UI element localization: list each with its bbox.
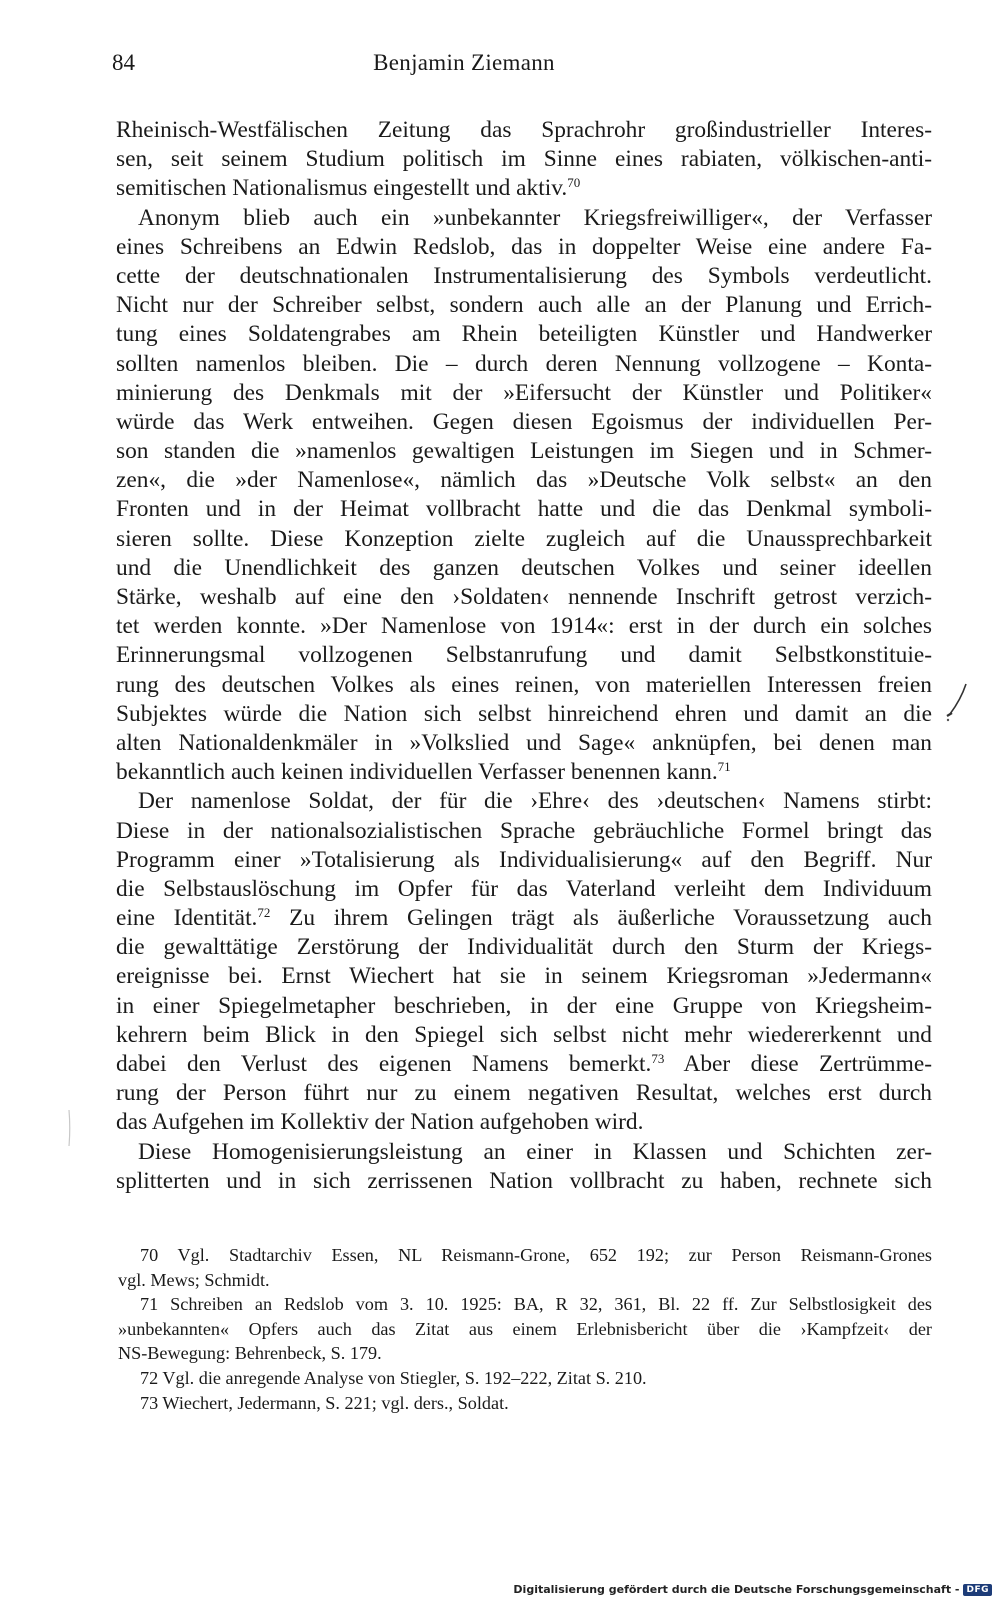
text-line-content: semitischen Nationalismus eingestellt und aktiv. — [116, 175, 568, 202]
text-line-content: die gewalttätige Zerstörung der Individualität durch den Sturm der Kriegs- — [116, 934, 932, 961]
text-line-content: eines Schreibens an Edwin Redslob, das in doppelter Weise eine andere Fa- — [116, 233, 932, 260]
text-line-content: son standen die »namenlos gewaltigen Leistungen im Siegen und in Schmer- — [116, 438, 932, 465]
text-line — [116, 1138, 932, 1167]
footnote-line: 70 Vgl. Stadtarchiv Essen, NL Reismann-Grone, 652 192; zur Person Reismann-Grones — [140, 1245, 932, 1265]
text-line-content: Diese Homogenisierungsleistung an einer in Klassen und Schichten zer- — [138, 1138, 932, 1165]
text-line — [116, 408, 932, 437]
text-line-content: würde das Werk entweihen. Gegen diesen Egoismus der individuellen Per- — [116, 408, 932, 435]
dfg-logo: DFG — [963, 1584, 992, 1596]
footnote-reference[interactable]: 73 — [651, 1051, 665, 1066]
text-line-content: kehrern beim Blick in den Spiegel sich selbst nicht mehr wiedererkennt und — [116, 1021, 932, 1048]
text-line-tail: Aber diese Zertrümme- — [664, 1051, 932, 1077]
text-line-content: rung des deutschen Volkes als eines reinen, von materiellen Interessen freien — [116, 671, 932, 698]
text-line-content: Nicht nur der Schreiber selbst, sondern auch alle an der Planung und Errich- — [116, 292, 932, 319]
body-text — [116, 116, 932, 1196]
footnote-line: vgl. Mews; Schmidt. — [118, 1269, 270, 1290]
text-line-content: Diese in der nationalsozialistischen Sprache gebräuchliche Formel bringt das — [116, 817, 932, 844]
text-line — [116, 233, 932, 262]
text-line — [116, 875, 932, 904]
footnote-reference[interactable]: 72 — [257, 905, 271, 921]
text-line-content: alten Nationaldenkmäler in »Volkslied und Sage« anknüpfen, bei denen man — [116, 729, 932, 756]
text-line — [116, 846, 932, 875]
text-line-content: sen, seit seinem Studium politisch im Sinne eines rabiaten, völkischen-anti- — [116, 146, 932, 173]
text-line-content: dabei den Verlust des eigenen Namens bemerkt. — [116, 1051, 652, 1077]
text-line-content: Programm einer »Totalisierung als Individualisierung« auf den Begriff. Nur — [116, 846, 932, 873]
text-line-content: Erinnerungsmal vollzogenen Selbstanrufung und damit Selbstkonstituie- — [116, 642, 932, 669]
page-header — [112, 50, 932, 82]
faint-margin-mark-icon — [66, 1108, 72, 1148]
text-line-content: Fronten und in der Heimat vollbracht hatte und die das Denkmal symboli- — [116, 496, 932, 523]
text-line-content: Subjektes würde die Nation sich selbst hinreichend ehren und damit an die — [116, 700, 932, 727]
text-line — [116, 817, 932, 846]
text-line — [116, 554, 932, 583]
text-line — [116, 1167, 932, 1196]
text-line — [116, 262, 932, 291]
text-line — [116, 904, 932, 933]
credit-text: Digitalisierung gefördert durch die Deutsche Forschungsgemeinschaft - — [513, 1583, 960, 1596]
text-line — [116, 1108, 932, 1137]
footnote-line: NS-Bewegung: Behrenbeck, S. 179. — [118, 1343, 382, 1364]
text-line-content: Anonym blieb auch ein »unbekannter Kriegsfreiwilliger«, der Verfasser — [138, 204, 932, 231]
text-line — [116, 379, 932, 408]
text-line-content: rung der Person führt nur zu einem negativen Resultat, welches erst durch — [116, 1080, 932, 1107]
text-line-content: tung eines Soldatengrabes am Rhein beteiligten Künstler und Handwerker — [116, 321, 932, 348]
text-line-content: Rheinisch-Westfälischen Zeitung das Sprachrohr großindustrieller Interes- — [116, 117, 932, 143]
text-line — [116, 204, 932, 233]
text-line — [116, 1050, 932, 1079]
digitization-credit — [513, 1583, 992, 1596]
text-line-content: tet werden konnte. »Der Namenlose von 1914«: erst in der durch ein solches — [116, 613, 932, 640]
text-line — [116, 320, 932, 349]
text-line — [116, 612, 932, 641]
running-head: Benjamin Ziemann — [373, 50, 555, 75]
text-line — [116, 729, 932, 758]
footnote-line: 71 Schreiben an Redslob vom 3. 10. 1925: BA, R 32, 361, Bl. 22 ff. Zur Selbstlosigkeit des — [140, 1294, 932, 1315]
page-number: 84 — [112, 50, 135, 75]
text-line — [116, 291, 932, 320]
text-line — [116, 1021, 932, 1050]
text-line-content: und die Unendlichkeit des ganzen deutschen Volkes und seiner ideellen — [116, 554, 932, 581]
footnote-reference[interactable]: 71 — [717, 759, 731, 775]
text-line-content: sieren sollte. Diese Konzeption zielte zugleich auf die Unaussprechbarkeit — [116, 525, 932, 552]
footnote-line: »unbekannten« Opfers auch das Zitat aus einem Erlebnisbericht über die ›Kampfzeit‹ der — [118, 1318, 932, 1339]
text-line-content: cette der deutschnationalen Instrumentalisierung des Symbols verdeutlicht. — [116, 262, 932, 289]
text-line-tail: Zu ihrem Gelingen trägt als äußerliche Voraussetzung auch — [270, 905, 932, 932]
text-line-content: das Aufgehen im Kollektiv der Nation aufgehoben wird. — [116, 1109, 644, 1136]
text-line — [116, 437, 932, 466]
text-line — [116, 174, 932, 203]
text-line-content: splitterten und in sich zerrissenen Nation vollbracht zu haben, rechnete sich — [116, 1167, 932, 1194]
footnote-line: 72 Vgl. die anregende Analyse von Stiegler, S. 192–222, Zitat S. 210. — [140, 1367, 647, 1388]
text-line-content: bekanntlich auch keinen individuellen Verfasser benennen kann. — [116, 759, 718, 786]
footnote-line: 73 Wiechert, Jedermann, S. 221; vgl. ders., Soldat. — [140, 1392, 509, 1413]
footnote-reference[interactable]: 70 — [567, 175, 581, 191]
text-line-content: Stärke, weshalb auf eine den ›Soldaten‹ nennende Inschrift getrost verzich- — [116, 584, 932, 610]
pencil-margin-mark-icon — [944, 682, 970, 722]
text-line-content: eine Identität. — [116, 905, 258, 932]
text-line — [116, 350, 932, 379]
footnotes — [118, 1243, 932, 1415]
text-line-content: sollten namenlos bleiben. Die – durch deren Nennung vollzogene – Konta- — [116, 350, 932, 377]
text-line — [116, 933, 932, 962]
text-line — [116, 145, 932, 174]
text-line-content: ereignisse bei. Ernst Wiechert hat sie in seinem Kriegsroman »Jedermann« — [116, 963, 932, 990]
text-line — [116, 1079, 932, 1108]
text-line-content: Der namenlose Soldat, der für die ›Ehre‹ des ›deutschen‹ Namens stirbt: — [138, 788, 932, 815]
text-line — [116, 525, 932, 554]
text-line — [116, 962, 932, 991]
text-line — [116, 700, 932, 729]
text-line — [116, 583, 932, 612]
text-line — [116, 466, 932, 495]
text-line-content: die Selbstauslöschung im Opfer für das Vaterland verleiht dem Individuum — [116, 875, 932, 902]
text-line — [116, 116, 932, 145]
text-line — [116, 787, 932, 816]
text-line — [116, 641, 932, 670]
text-line-content: in einer Spiegelmetapher beschrieben, in der eine Gruppe von Kriegsheim- — [116, 992, 932, 1019]
text-line-content: minierung des Denkmals mit der »Eifersucht der Künstler und Politiker« — [116, 379, 932, 406]
text-line — [116, 758, 932, 787]
text-line — [116, 671, 932, 700]
text-line — [116, 992, 932, 1021]
text-line-content: zen«, die »der Namenlose«, nämlich das »Deutsche Volk selbst« an den — [116, 467, 932, 494]
text-line — [116, 495, 932, 524]
